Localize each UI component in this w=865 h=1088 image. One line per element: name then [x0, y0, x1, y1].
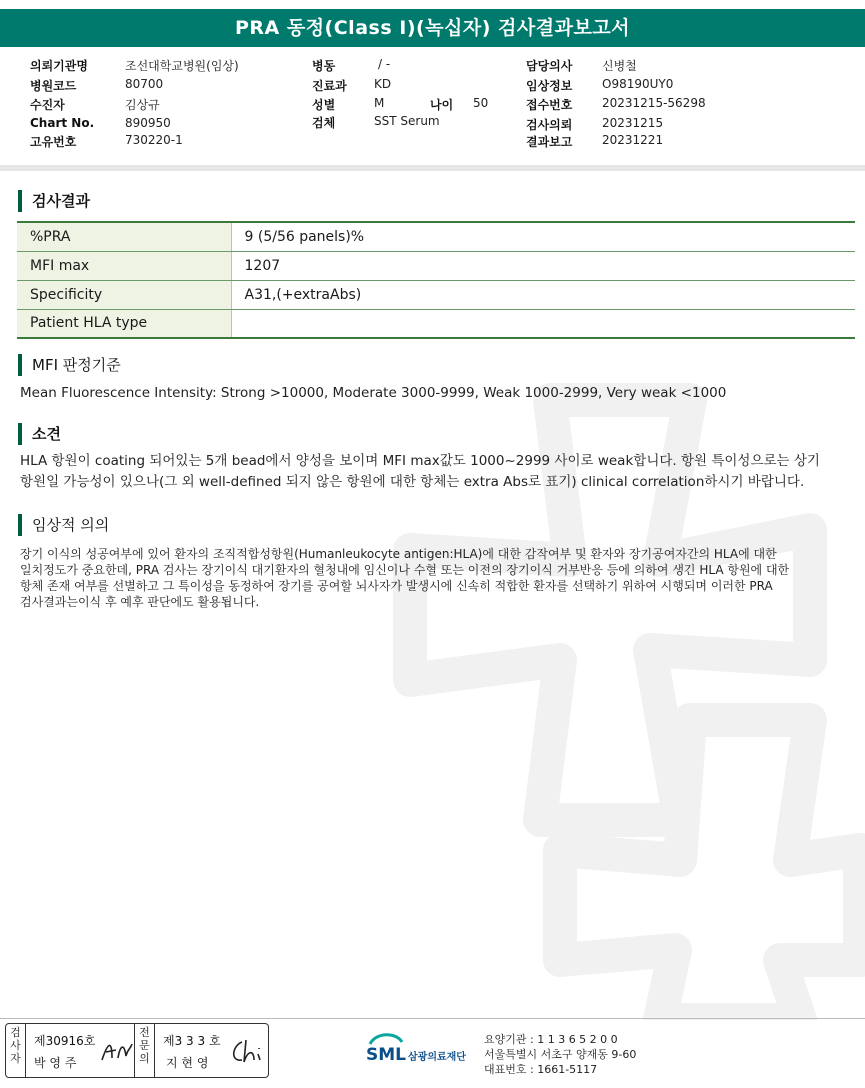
- info-label: 성별: [312, 98, 336, 112]
- info-label: 의뢰기관명: [30, 59, 88, 73]
- org-line: 요양기관 : 1 1 3 6 5 2 0 0: [484, 1033, 618, 1046]
- reviewer-label: 전문의: [135, 1024, 155, 1077]
- logo-text: SML: [366, 1045, 406, 1065]
- result-key: MFI max: [17, 251, 231, 280]
- result-value: 1207: [231, 251, 855, 280]
- info-label: 진료과: [312, 79, 347, 93]
- info-value: O98190UY0: [602, 77, 674, 91]
- info-value: 20231215-56298: [602, 96, 706, 110]
- info-label: 접수번호: [526, 98, 573, 112]
- table-row: [17, 251, 855, 280]
- info-value: M: [374, 96, 385, 110]
- mfi-section-title: MFI 판정기준: [18, 354, 121, 376]
- table-row: [17, 309, 855, 338]
- divider: [0, 1018, 865, 1019]
- examiner-name: 박 영 주: [34, 1056, 77, 1070]
- info-label: 병원코드: [30, 79, 77, 93]
- opinion-line: 항원일 가능성이 있으나(그 외 well-defined 되지 않은 항원에 대한 항체는 extra Abs로 표기) clinical correlation하시기 바랍니다.: [20, 474, 805, 490]
- info-label: 임상정보: [526, 79, 573, 93]
- opinion-section-title: 소견: [18, 423, 61, 445]
- info-value: SST Serum: [374, 114, 440, 128]
- info-value: / -: [378, 57, 391, 71]
- info-label: 수진자: [30, 98, 65, 112]
- info-value: 730220-1: [125, 133, 183, 147]
- table-row: [17, 222, 855, 251]
- reviewer-signature-icon: [228, 1036, 266, 1066]
- divider: [0, 165, 865, 171]
- result-value: A31,(+extraAbs): [231, 280, 855, 309]
- examiner-signature-icon: [98, 1036, 134, 1066]
- info-label: 검체: [312, 116, 336, 130]
- result-value: 9 (5/56 panels)%: [231, 222, 855, 251]
- info-value: 20231221: [602, 133, 664, 147]
- clinical-line: 일치정도가 중요한데, PRA 검사는 장기이식 대기환자의 혈청내에 임신이나 수혈 또는 이전의 장기이식 거부반응 등에 의하여 생긴 HLA 항원에 대한: [20, 563, 790, 577]
- info-label: 병동: [312, 59, 336, 73]
- reviewer-license: 제3 3 3 호: [163, 1034, 221, 1048]
- info-label: Chart No.: [30, 116, 95, 130]
- info-value: 김상규: [125, 98, 160, 112]
- info-label: 담당의사: [526, 59, 573, 73]
- examiner-license: 제30916호: [34, 1034, 96, 1048]
- info-label: 고유번호: [30, 135, 77, 149]
- info-value: 신병철: [602, 59, 637, 73]
- report-title: PRA 동정(Class I)(녹십자) 검사결과보고서: [0, 9, 865, 47]
- org-line: 서울특별시 서초구 양재동 9-60: [484, 1048, 637, 1061]
- result-value: [231, 309, 855, 338]
- results-section-title: 검사결과: [18, 190, 90, 212]
- organization-info: [484, 1032, 636, 1077]
- result-key: %PRA: [17, 222, 231, 251]
- info-label: 나이: [430, 98, 454, 112]
- result-key: Patient HLA type: [17, 309, 231, 338]
- clinical-line: 항체 존재 여부를 선별하고 그 특이성을 동정하여 장기를 공여할 뇌사자가 발생시에 신속히 적합한 환자를 선택하기 위하여 시행되며 이러한 PRA: [20, 579, 773, 593]
- clinical-section-title: 임상적 의의: [18, 514, 109, 536]
- examiner-label: 검사자: [6, 1024, 26, 1077]
- info-value: KD: [374, 77, 392, 91]
- info-label: 결과보고: [526, 135, 573, 149]
- info-value: 890950: [125, 116, 171, 130]
- info-value: 80700: [125, 77, 164, 91]
- clinical-line: 장기 이식의 성공여부에 있어 환자의 조직적합성항원(Humanleukocyte antigen:HLA)에 대한 감작여부 및 환자와 장기공여자간의 HLA에 대한: [20, 547, 777, 561]
- results-table: [17, 221, 855, 339]
- info-value: 20231215: [602, 116, 664, 130]
- info-value: 50: [473, 96, 489, 110]
- clinical-text: [20, 546, 850, 610]
- sml-logo-icon: [366, 1030, 496, 1070]
- reviewer-name: 지 현 영: [166, 1056, 209, 1070]
- table-row: [17, 280, 855, 309]
- clinical-line: 검사결과는이식 후 예후 판단에도 활용됩니다.: [20, 595, 260, 609]
- logo-subtext: 삼광의료재단: [408, 1052, 466, 1063]
- patient-info: [0, 52, 865, 164]
- signature-box: [5, 1023, 269, 1078]
- opinion-line: HLA 항원이 coating 되어있는 5개 bead에서 양성을 보이며 MFI max값도 1000~2999 사이로 weak합니다. 항원 특이성으로는 상기: [20, 453, 820, 469]
- mfi-criteria-text: Mean Fluorescence Intensity: Strong >10000, Moderate 3000-9999, Weak 1000-2999, Very weak <1000: [20, 385, 727, 401]
- info-label: 검사의뢰: [526, 118, 573, 132]
- org-line: 대표번호 : 1661-5117: [484, 1063, 598, 1076]
- info-value: 조선대학교병원(임상): [125, 59, 239, 73]
- result-key: Specificity: [17, 280, 231, 309]
- opinion-text: [20, 451, 850, 493]
